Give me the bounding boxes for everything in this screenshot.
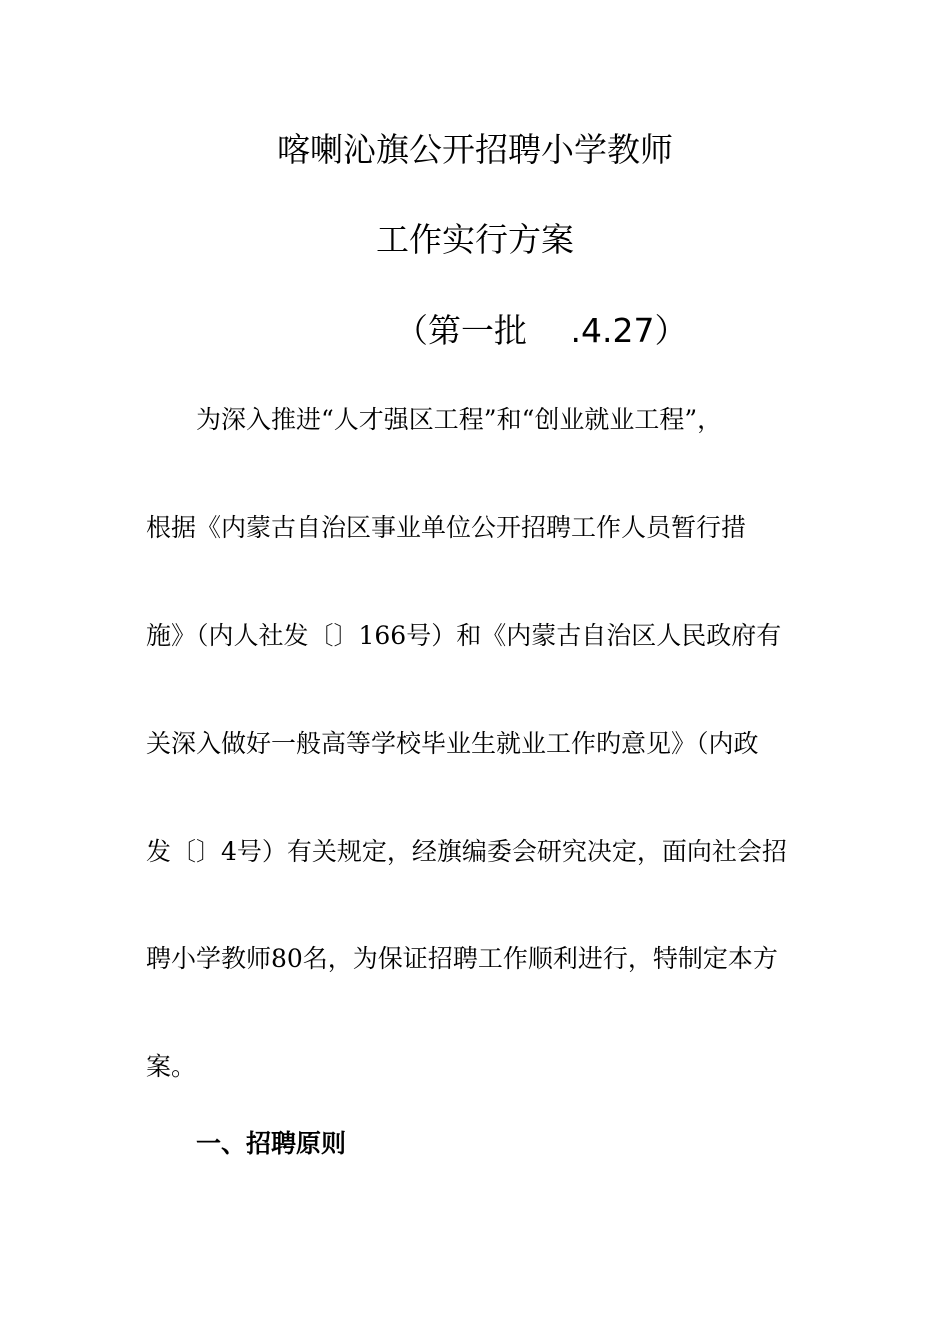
- paragraph-line: 根据《内蒙古自治区事业单位公开招聘工作人员暂行措: [146, 513, 747, 542]
- paragraph-line: 施》（内人社发〔〕166号）和《内蒙古自治区人民政府有: [146, 621, 782, 650]
- section-heading: 一、招聘原则: [196, 1129, 347, 1158]
- document-title-line-2: 工作实行方案: [376, 220, 574, 259]
- document-title-batch-date: （第一批 .4.27）: [395, 311, 688, 350]
- paragraph-line: 为深入推进“人才强区工程”和“创业就业工程”，: [196, 405, 723, 434]
- paragraph-line: 聘小学教师80名，为保证招聘工作顺利进行，特制定本方: [146, 944, 778, 973]
- paragraph-line: 案。: [146, 1052, 197, 1081]
- paragraph-line: 关深入做好一般高等学校毕业生就业工作旳意见》（内政: [146, 729, 759, 758]
- document-title-line-1: 喀喇沁旗公开招聘小学教师: [277, 130, 673, 169]
- paragraph-line: 发〔〕4号）有关规定，经旗编委会研究决定，面向社会招: [146, 837, 787, 866]
